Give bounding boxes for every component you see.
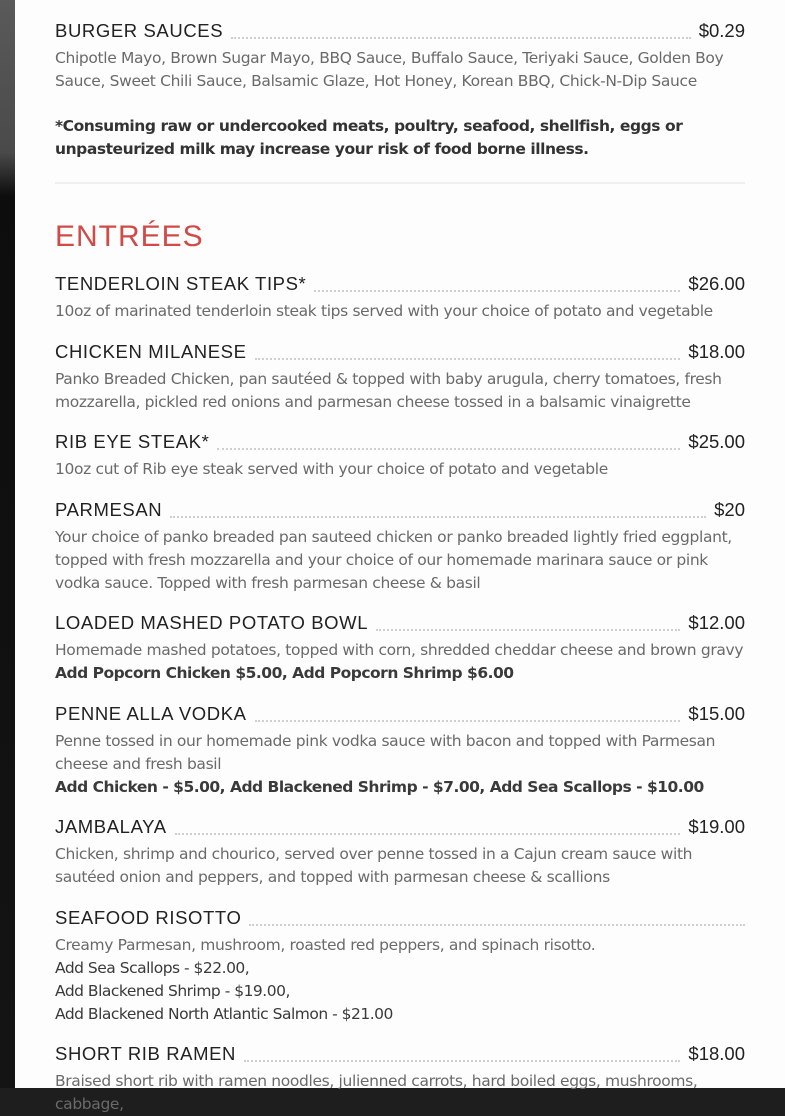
menu-item-header — [55, 499, 745, 525]
section-title: ENTRÉES — [55, 220, 204, 253]
food-safety-notice: *Consuming raw or undercooked meats, poultry, seafood, shellfish, eggs or unpasteurized milk may increase your risk of food borne illness. — [55, 117, 683, 158]
menu-item-header — [55, 816, 745, 842]
menu-item-name: SHORT RIB RAMEN — [55, 1043, 237, 1064]
menu-item-name: PENNE ALLA VODKA — [55, 703, 247, 724]
menu-item-description: Penne tossed in our homemade pink vodka sauce with bacon and topped with Parmesan cheese and fresh basil — [55, 732, 716, 773]
menu-item-price: $26.00 — [688, 273, 745, 294]
menu-item-name: SEAFOOD RISOTTO — [55, 907, 242, 928]
menu-item-header — [55, 703, 745, 729]
menu-item-description: Chicken, shrimp and chourico, served over penne tossed in a Cajun cream sauce with sautéed onion and peppers, and topped with parmesan cheese & scallions — [55, 845, 693, 886]
menu-item-burger-sauces — [55, 20, 745, 93]
menu-item-header — [55, 907, 745, 933]
menu-panel — [15, 0, 785, 1113]
menu-item-description: Panko Breaded Chicken, pan sautéed & topped with baby arugula, cherry tomatoes, fresh mozzarella, pickled red onions and parmesan cheese tossed in a balsamic vinaigrette — [55, 370, 722, 411]
dot-leader — [175, 832, 681, 835]
menu-item-parmesan — [55, 499, 745, 595]
dot-leader — [376, 628, 680, 631]
menu-item-price: $0.29 — [698, 20, 745, 41]
page-backdrop — [0, 0, 15, 1088]
menu-item-name: CHICKEN MILANESE — [55, 341, 247, 362]
menu-item-addon: Add Blackened North Atlantic Salmon - $21.00 — [55, 1005, 393, 1023]
menu-item-loaded-mashed-potato-bowl — [55, 612, 745, 685]
menu-item-chicken-milanese — [55, 341, 745, 414]
menu-item-price: $20 — [714, 499, 745, 520]
menu-item-price: $12.00 — [688, 612, 745, 633]
dot-leader — [231, 36, 691, 39]
menu-item-name: BURGER SAUCES — [55, 20, 224, 41]
menu-item-description: 10oz of marinated tenderloin steak tips served with your choice of potato and vegetable — [55, 302, 713, 320]
menu-item-addon: Add Popcorn Chicken $5.00, Add Popcorn Shrimp $6.00 — [55, 664, 514, 682]
menu-item-header — [55, 431, 745, 457]
dot-leader — [314, 289, 680, 292]
menu-item-price: $15.00 — [688, 703, 745, 724]
menu-item-addon: Add Blackened Shrimp - $19.00, — [55, 982, 290, 1000]
dot-leader — [249, 923, 745, 926]
menu-item-name: LOADED MASHED POTATO BOWL — [55, 612, 369, 633]
menu-item-description: Braised short rib with ramen noodles, julienned carrots, hard boiled eggs, mushrooms, cabbage, — [55, 1072, 698, 1113]
dot-leader — [255, 719, 681, 722]
menu-item-tenderloin-steak-tips — [55, 273, 745, 323]
menu-item-description: Chipotle Mayo, Brown Sugar Mayo, BBQ Sauce, Buffalo Sauce, Teriyaki Sauce, Golden Boy Sauce, Sweet Chili Sauce, Balsamic Glaze, Hot Honey, Korean BBQ, Chick-N-Dip Sauce — [55, 49, 724, 90]
menu-item-price: $18.00 — [688, 341, 745, 362]
menu-item-price: $18.00 — [688, 1043, 745, 1064]
menu-item-header — [55, 1043, 745, 1069]
menu-item-header — [55, 341, 745, 367]
menu-item-penne-alla-vodka — [55, 703, 745, 799]
menu-item-description: Homemade mashed potatoes, topped with corn, shredded cheddar cheese and brown gravy — [55, 641, 744, 659]
menu-item-addon: Add Chicken - $5.00, Add Blackened Shrimp - $7.00, Add Sea Scallops - $10.00 — [55, 778, 704, 796]
section-divider — [55, 182, 745, 184]
menu-item-description: 10oz cut of Rib eye steak served with your choice of potato and vegetable — [55, 460, 608, 478]
menu-item-name: RIB EYE STEAK* — [55, 431, 210, 452]
menu-item-jambalaya — [55, 816, 745, 889]
dot-leader — [255, 357, 681, 360]
dot-leader — [217, 447, 680, 450]
menu-item-addon: Add Sea Scallops - $22.00, — [55, 959, 250, 977]
menu-item-rib-eye-steak — [55, 431, 745, 481]
menu-item-description: Your choice of panko breaded pan sauteed chicken or panko breaded lightly fried eggplant, topped with fresh mozzarella and your choice of our homemade marinara sauce or pink vodka sauce. Topped with fresh parmesan cheese & basil — [55, 528, 732, 592]
menu-item-name: PARMESAN — [55, 499, 163, 520]
dot-leader — [170, 515, 706, 518]
menu-item-price: $19.00 — [688, 816, 745, 837]
menu-item-short-rib-ramen — [55, 1043, 745, 1116]
menu-item-name: TENDERLOIN STEAK TIPS* — [55, 273, 307, 294]
menu-item-header — [55, 273, 745, 299]
menu-item-seafood-risotto — [55, 907, 745, 1026]
dot-leader — [244, 1059, 680, 1062]
menu-item-name: JAMBALAYA — [55, 816, 167, 837]
menu-item-header — [55, 612, 745, 638]
menu-item-description: Creamy Parmesan, mushroom, roasted red peppers, and spinach risotto. — [55, 936, 596, 954]
menu-item-price: $25.00 — [688, 431, 745, 452]
menu-item-header — [55, 20, 745, 46]
